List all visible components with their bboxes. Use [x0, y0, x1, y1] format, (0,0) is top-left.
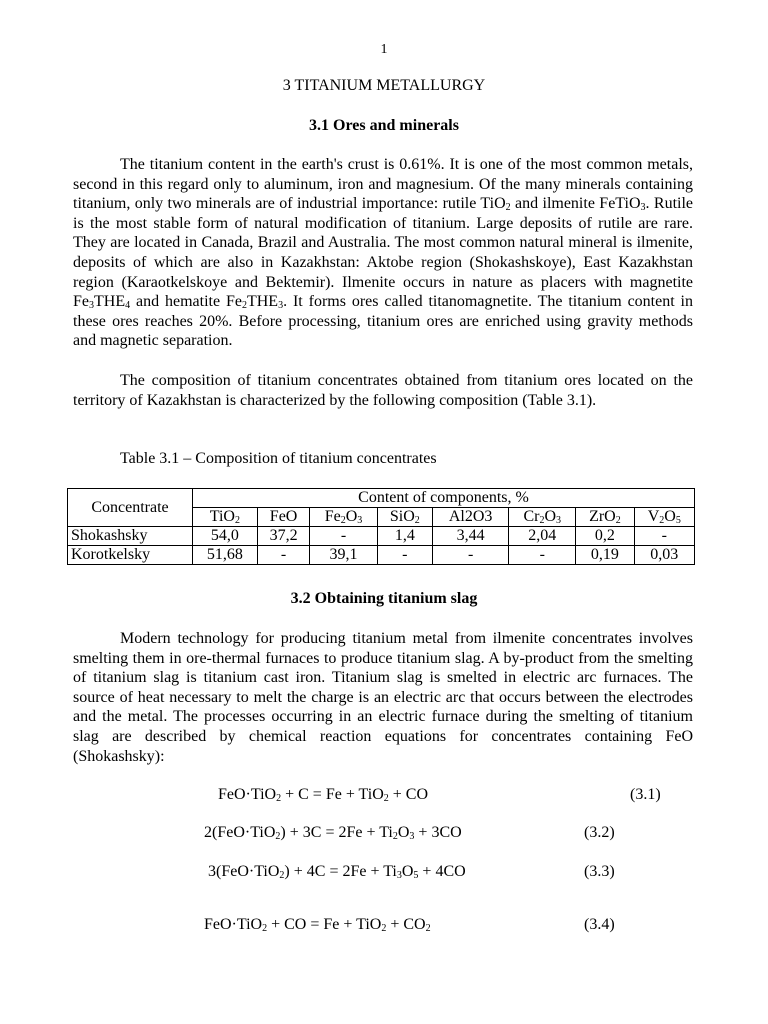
table-caption: Table 3.1 – Composition of titanium concentrates — [120, 450, 437, 467]
table-header-row — [68, 489, 695, 508]
component-header: FeO — [257, 508, 310, 527]
equation-number: (3.4) — [584, 916, 615, 933]
chapter-title: 3 TITANIUM METALLURGY — [282, 77, 486, 94]
table-cell: 1,4 — [377, 527, 433, 546]
equation: $3(FeO\cdot TiO_2) + 4C = 2Fe + Ti_3O_5 + 4CO$ — [208, 863, 466, 881]
composition-table — [67, 488, 695, 565]
table-cell: 0,19 — [576, 546, 634, 565]
table-cell: 0,2 — [576, 527, 634, 546]
equation: FeO·TiO$_2$ + CO = $Fe + TiO_2 + CO_2$ — [204, 916, 431, 934]
table-cell: 2,04 — [509, 527, 576, 546]
page-number: 1 — [380, 42, 388, 57]
column-group-header: Content of components, % — [193, 489, 695, 508]
equation: FeO·TiO$_2$ + C = Fe + TiO$_2$ + CO — [218, 786, 429, 804]
row-label: Shokashsky — [68, 527, 193, 546]
table-cell: 51,68 — [193, 546, 258, 565]
table-cell: 3,44 — [433, 527, 509, 546]
equation-number: (3.3) — [584, 863, 615, 880]
column-header-concentrate: Concentrate — [68, 489, 193, 527]
component-header: Al2O3 — [433, 508, 509, 527]
component-header: $Fe_2O_3$ — [310, 508, 377, 527]
paragraph-composition: The composition of titanium concentrates obtained from titanium ores located on the territory of Kazakhstan is characterized by the following composition (Table 3.1). — [73, 372, 693, 409]
component-header: ZrO$_2$ — [576, 508, 634, 527]
table-cell: - — [377, 546, 433, 565]
row-label: Korotkelsky — [68, 546, 193, 565]
component-header: $V_2O_5$ — [634, 508, 694, 527]
table-row — [68, 527, 695, 546]
table-row — [68, 546, 695, 565]
table-cell: - — [433, 546, 509, 565]
component-header: TiO$_2$ — [193, 508, 258, 527]
equation: $2(FeO\cdot TiO_2) + 3C = 2Fe + Ti_2O_3 + 3CO$ — [204, 824, 462, 842]
table-cell: 54,0 — [193, 527, 258, 546]
paragraph-titanium-content: The titanium content in the earth's crust is 0.61%. It is one of the most common metals, second in this regard only to aluminum, iron and magnesium. Of the many minerals containing titanium, only two minerals are of industrial importance: rutile TiO$_2$ and ilmenite FeTiO$_3$. Rutile is the most stable form of natural modification of titanium. Large deposits of rutile are rare. They are located in Canada, Brazil and Australia. The most common natural mineral is ilmenite, deposits of which are also in Kazakhstan: Aktobe region (Shokashskoye), East Kazakhstan region (Karaotkelskoye and Bektemir). Ilmenite occurs in nature as placers with magnetite $Fe_3THE_4$ and hematite $Fe_2THE_3$. It forms ores called titanomagnetite. The titanium content in these ores reaches 20%. Before processing, titanium ores are enriched using gravity methods and magnetic separation. — [73, 156, 693, 350]
table-cell: 0,03 — [634, 546, 694, 565]
table-cell: 37,2 — [257, 527, 310, 546]
equation-number: (3.1) — [630, 786, 661, 803]
section-title-ores: 3.1 Ores and minerals — [309, 117, 459, 134]
table-cell: - — [310, 527, 377, 546]
section-title-slag: 3.2 Obtaining titanium slag — [290, 590, 478, 607]
equation-number: (3.2) — [584, 824, 615, 841]
table-cell: - — [257, 546, 310, 565]
table-cell: 39,1 — [310, 546, 377, 565]
component-header: SiO$_2$ — [377, 508, 433, 527]
table-cell: - — [509, 546, 576, 565]
component-header: $Cr_2O_3$ — [509, 508, 576, 527]
table-cell: - — [634, 527, 694, 546]
paragraph-modern-technology: Modern technology for producing titanium metal from ilmenite concentrates involves smelting them in ore-thermal furnaces to produce titanium slag. A by-product from the smelting of titanium slag is titanium cast iron. Titanium slag is smelted in electric arc furnaces. The source of heat necessary to melt the charge is an electric arc that occurs between the electrodes and the metal. The processes occurring in an electric furnace during the smelting of titanium slag are described by chemical reaction equations for concentrates containing FeO (Shokashsky): — [73, 630, 693, 765]
